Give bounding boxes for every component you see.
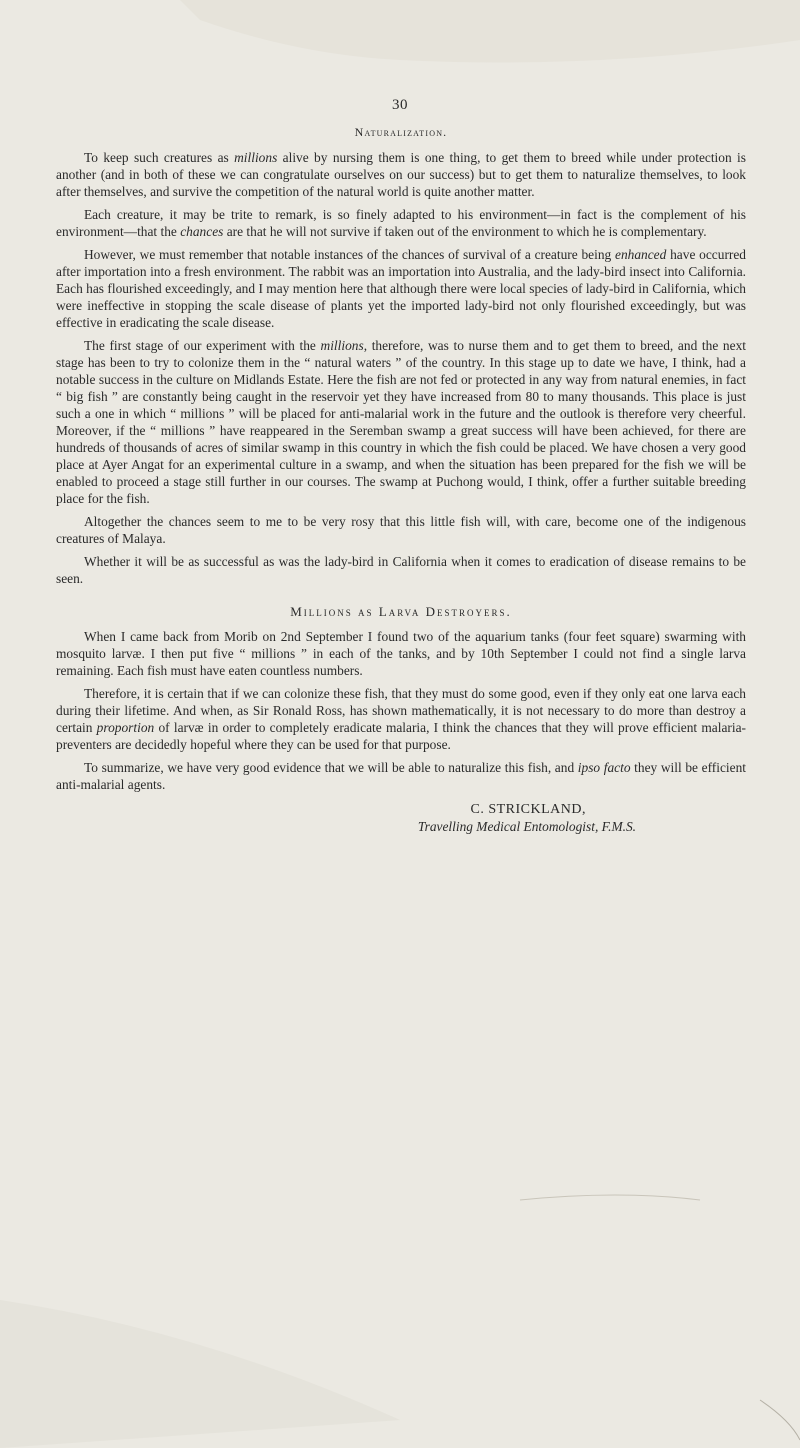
emphasis-text: proportion: [96, 720, 155, 735]
section-larva-destroyers: [56, 628, 746, 793]
section-heading-larva-destroyers: Millions as Larva Destroyers.: [290, 604, 512, 619]
emphasis-text: enhanced: [615, 247, 667, 262]
paragraph: [56, 337, 746, 507]
emphasis-text: millions: [320, 338, 364, 353]
paragraph-text: The first stage of our experiment with the: [84, 338, 321, 353]
paragraph: [56, 628, 746, 679]
paragraph: [56, 553, 746, 587]
paragraph: [56, 685, 746, 753]
emphasis-text: millions: [234, 150, 278, 165]
paragraph-text: Altogether the chances seem to me to be very rosy that this little fish will, with care, become one of the indigenous creatures of Malaya.: [56, 514, 746, 546]
emphasis-text: ipso facto: [577, 760, 631, 775]
paragraph: [56, 149, 746, 200]
paragraph-text: To summarize, we have very good evidence that we will be able to naturalize this fish, and: [84, 760, 578, 775]
section-heading: Naturalization.: [354, 125, 448, 139]
article-body: [56, 124, 746, 835]
paragraph: [56, 206, 746, 240]
paragraph-text: Each creature, it may be trite to remark, is so finely adapted to his environment—in fact is the complement of his environment—that the: [56, 207, 746, 239]
paragraph-text: they will be efficient anti-malarial agents.: [56, 760, 746, 792]
paragraph-text: of larvæ in order to completely eradicate malaria, I think the chances that they will prove efficient malaria-preventers are decidedly hopeful where they can be used for that purpose.: [56, 720, 746, 752]
paragraph-text: Whether it will be as successful as was the lady-bird in California when it comes to eradication of disease remains to be seen.: [56, 554, 746, 586]
paragraph-text: Therefore, it is certain that if we can colonize these fish, that they must do some good, even if they only eat one larva each during their lifetime. And when, as Sir Ronald Ross, has shown mathematically, it is not necessary to do more than destroy a certain: [56, 686, 746, 735]
paragraph-text: To keep such creatures as: [84, 150, 235, 165]
paragraph: [56, 759, 746, 793]
paragraph-text: , therefore, was to nurse them and to get them to breed, and the next stage has been to try to colonize them in the “ natural waters ” of the country. In this stage up to date we have, I think, had a notable success in the culture on Midlands Estate. Here the fish are not fed or protected in any way from natural enemies, in fact “ big fish ” are constantly being caught in the reservoir yet they have increased from 80 to many thousands. This place is just such a one in which “ millions ” will be placed for anti-malarial work in the future and the outlook is therefore very cheerful. Moreover, if the “ millions ” have reappeared in the Seremban swamp a great success will have been achieved, for there are hundreds of thousands of acres of similar swamp in this country in which the fish could be placed. We have chosen a very good place at Ayer Angat for an experimental culture in a swamp, and when the situation has been prepared for the fish we will be enabled to proceed a stage still further in our courses. The swamp at Puchong would, I think, offer a further suitable breeding place for the fish.: [56, 338, 746, 506]
paragraph-text: However, we must remember that notable instances of the chances of survival of a creature being: [84, 247, 616, 262]
section-naturalization: [56, 149, 746, 587]
signature-title: Travelling Medical Entomologist, F.M.S.: [417, 819, 636, 834]
page-number: 30: [392, 97, 408, 113]
emphasis-text: chances: [180, 224, 224, 239]
paragraph-text: alive by nursing them is one thing, to get them to breed while under protection is another (and in both of these we can congratulate ourselves on our success) but to get them to naturalize themselves, to look after themselves, and survive the competition of the natural world is quite another matter.: [56, 150, 746, 199]
paragraph-text: When I came back from Morib on 2nd September I found two of the aquarium tanks (four feet square) swarming with mosquito larvæ. I then put five “ millions ” in each of the tanks, and by 10th September I could not find a single larva remaining. Each fish must have eaten countless numbers.: [56, 629, 746, 678]
paragraph: [56, 246, 746, 331]
signature-block: [56, 801, 746, 835]
paragraph-text: have occurred after importation into a fresh environment. The rabbit was an importation into Australia, and the lady-bird insect into California. Each has flourished exceedingly, and I may mention here that although there were local species of lady-bird in California, which were ineffective in stopping the scale disease of plants yet the imported lady-bird not only flourished exceedingly, but was effective in eradicating the scale disease.: [56, 247, 746, 330]
signature-name: C. STRICKLAND,: [470, 802, 586, 817]
paragraph-text: are that he will not survive if taken out of the environment to which he is complementary.: [223, 224, 707, 239]
paragraph: [56, 513, 746, 547]
